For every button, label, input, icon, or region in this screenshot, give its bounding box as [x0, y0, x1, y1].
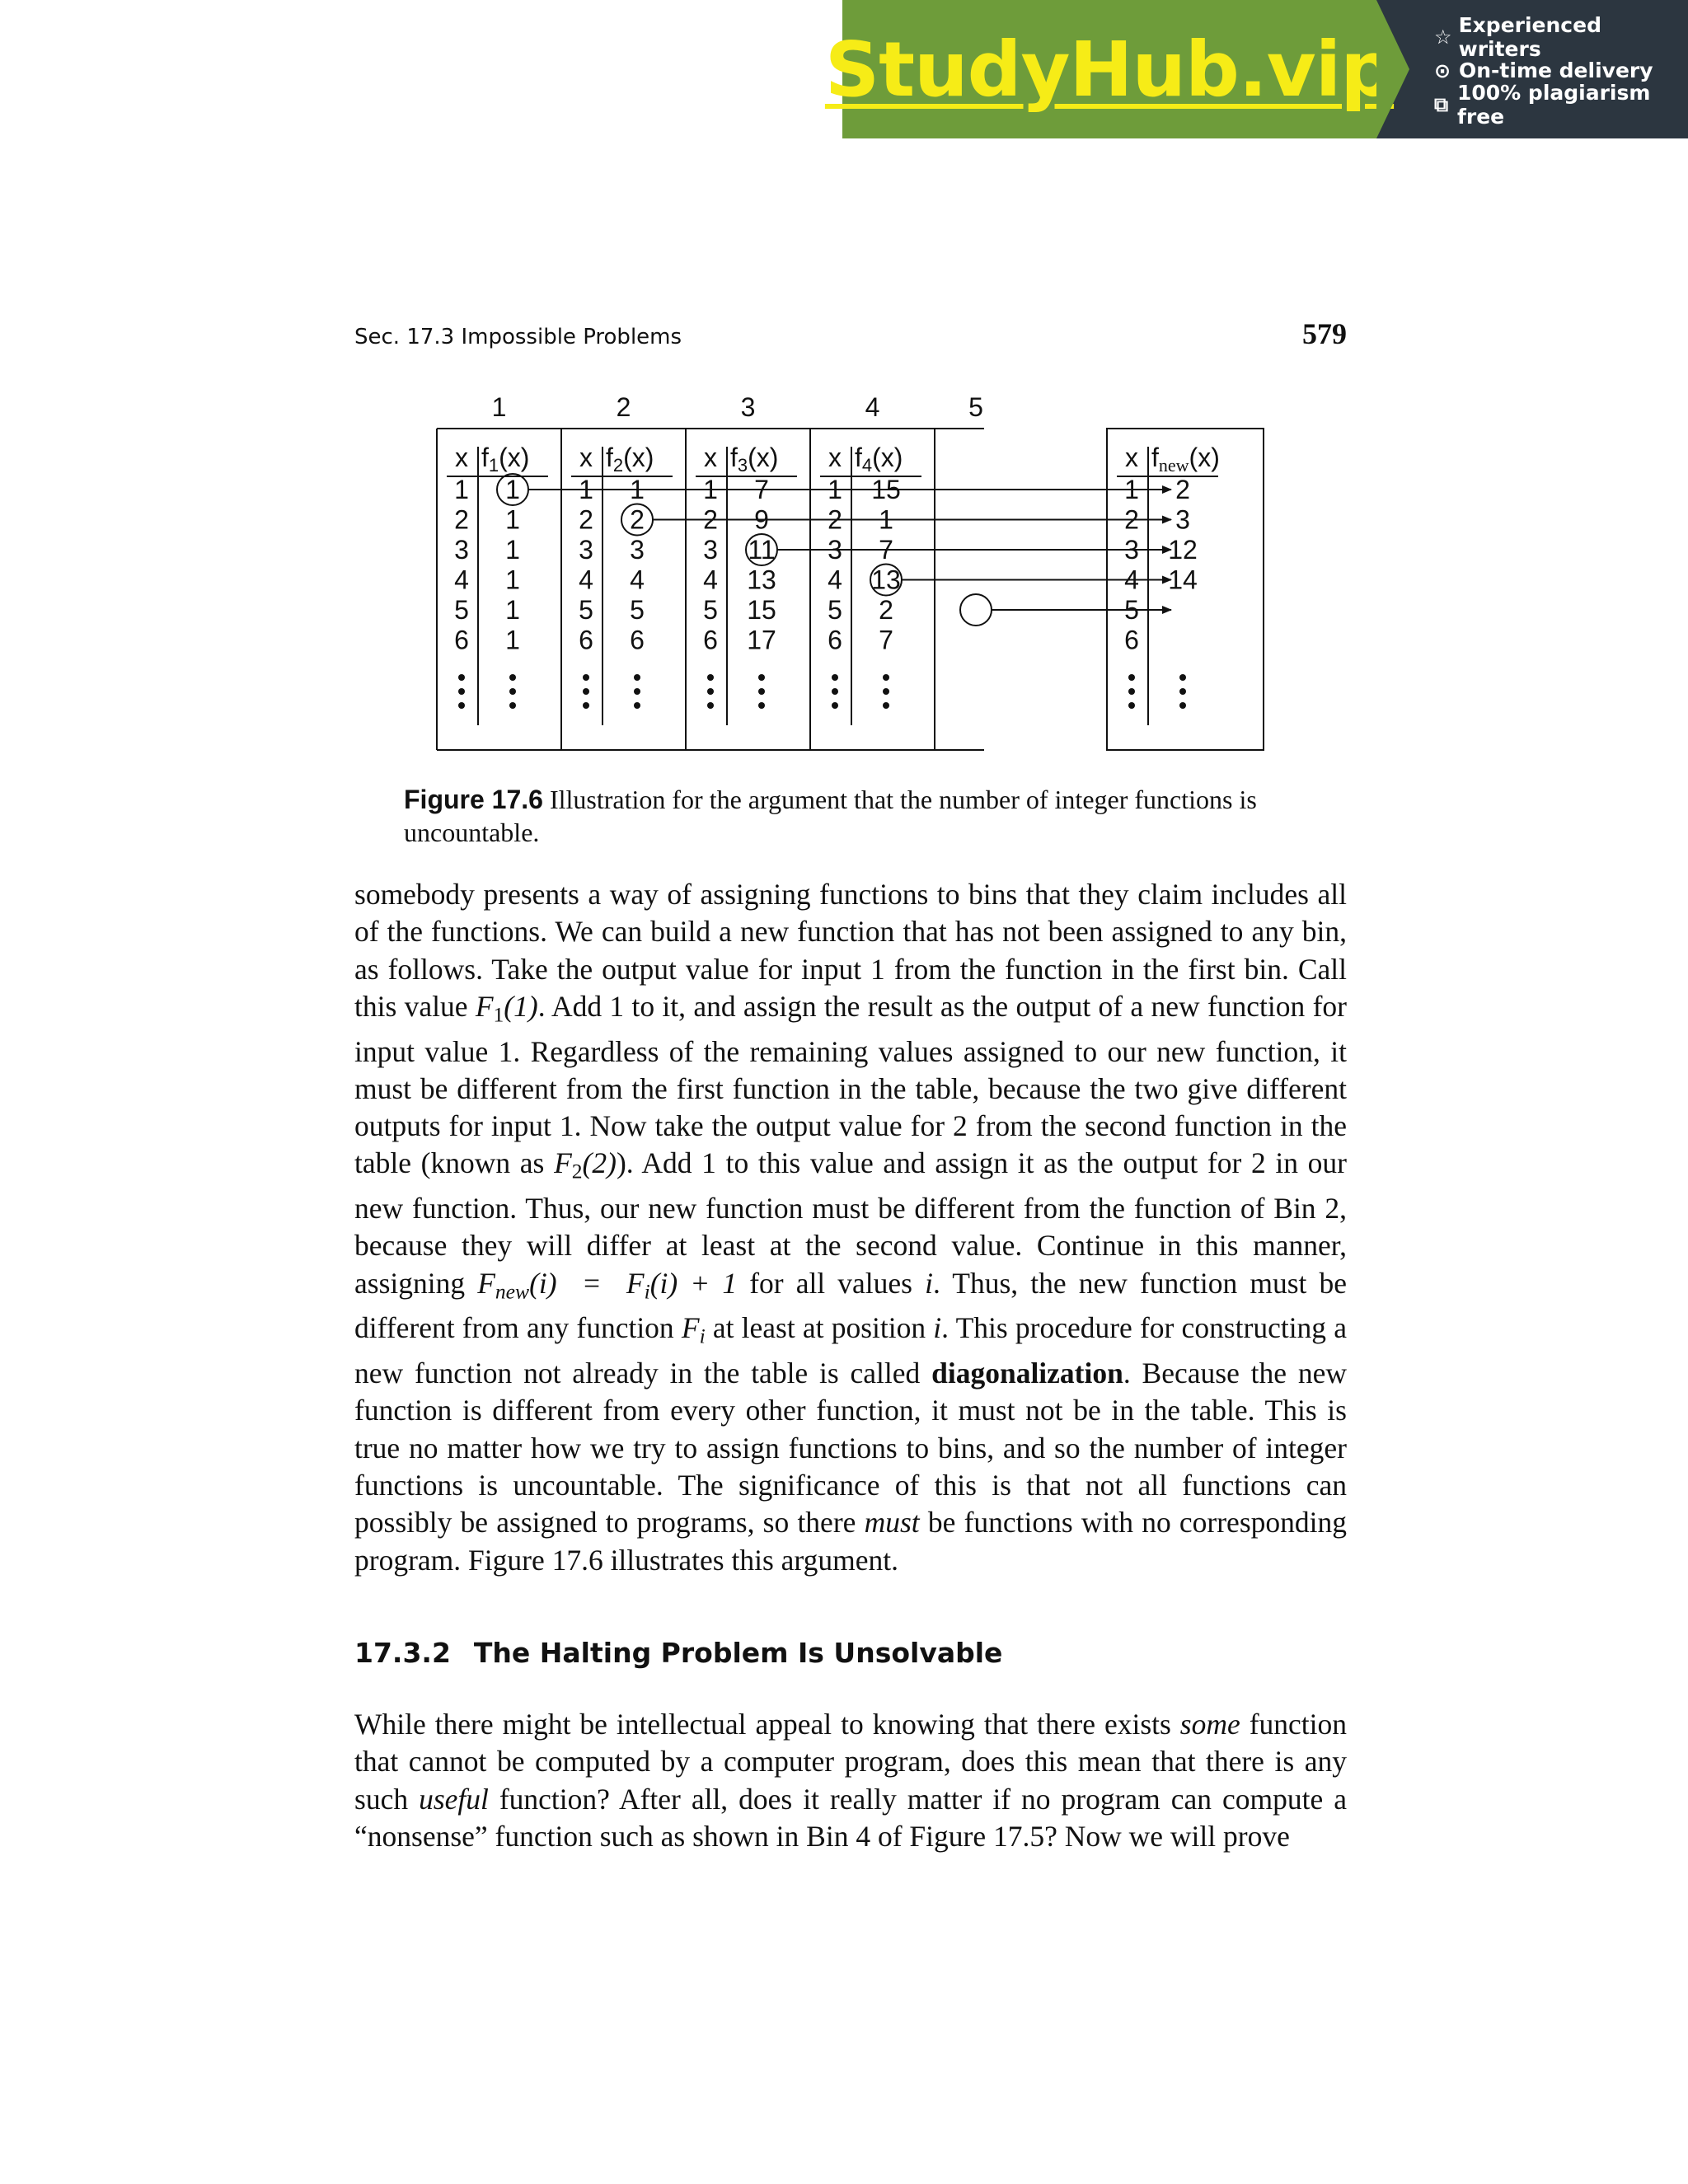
diagonalization-figure	[412, 387, 1286, 758]
ellipsis-dot	[883, 688, 889, 695]
bin-number: 1	[491, 392, 507, 422]
ellipsis-dot	[758, 702, 765, 709]
text-run: function that cannot be computed by a computer program, does this mean that there is any such	[354, 1708, 1347, 1816]
bin5-circle	[960, 594, 992, 626]
fnew-f-cell: 2	[1175, 475, 1190, 504]
column-header-x: x	[455, 443, 468, 472]
bin2-f-cell: 5	[630, 595, 645, 625]
ellipsis-dot	[1128, 688, 1135, 695]
fnew-f-cell: 14	[1168, 565, 1198, 595]
body-paragraph	[354, 876, 1347, 1579]
bin1-x-cell: 1	[454, 475, 469, 504]
ellipsis-dot	[707, 688, 714, 695]
star-icon: ☆	[1434, 25, 1452, 49]
bin3-x-cell: 5	[703, 595, 718, 625]
section-title: The Halting Problem Is Unsolvable	[473, 1637, 1003, 1669]
ellipsis-dot	[583, 688, 589, 695]
fnew-f-cell: 12	[1168, 535, 1198, 565]
bin3-x-cell: 6	[703, 625, 718, 655]
fnew-x-cell: 3	[1124, 535, 1139, 565]
ellipsis-dot	[1128, 702, 1135, 709]
bin4-x-cell: 1	[828, 475, 842, 504]
banner-feature-text: Experienced writers	[1458, 12, 1601, 61]
bin4-x-cell: 3	[828, 535, 842, 565]
ellipsis-dot	[758, 688, 765, 695]
bin1-f-cell: 1	[505, 565, 520, 595]
fnew-x-cell: 5	[1124, 595, 1139, 625]
bin2-x-cell: 5	[579, 595, 593, 625]
text-run: at least at position	[705, 1311, 934, 1345]
ellipsis-dot	[883, 674, 889, 681]
ellipsis-dot	[1128, 674, 1135, 681]
bin4-x-cell: 4	[828, 565, 842, 595]
section-number: 17.3.2	[354, 1637, 451, 1669]
ellipsis-dot	[583, 674, 589, 681]
bin-number: 2	[616, 392, 631, 422]
banner-feature	[1434, 12, 1688, 61]
diagonal-arrows	[447, 490, 1171, 626]
text-run: . Thus, the new function must be different from any function	[354, 1266, 1347, 1345]
banner-feature-text: 100% plagiarism free	[1456, 80, 1651, 129]
bin4-f-cell: 15	[871, 475, 901, 504]
ellipsis-dot	[583, 702, 589, 709]
math-i: i	[933, 1311, 942, 1345]
fnew-x-cell: 4	[1124, 565, 1139, 595]
bin3-x-cell: 1	[703, 475, 718, 504]
column-header-f: f4(x)	[855, 443, 903, 476]
ellipsis-dot	[509, 702, 516, 709]
copy-icon: ⧉	[1434, 92, 1449, 116]
bin4-f-cell: 7	[879, 535, 893, 565]
bin2-x-cell: 2	[579, 504, 593, 535]
text-run: . Because the new function is different from every other function, it must not be in the table. This is true no matter how we try to assign functions to bins, and so the number of integer functions is uncountable. The significance of this is that not all functions can possibly be assigned to programs, so there	[354, 1357, 1347, 1540]
text-run: While there might be intellectual appeal to knowing that there exists	[354, 1708, 1180, 1741]
ellipsis-dot	[707, 702, 714, 709]
ellipsis-dot	[758, 674, 765, 681]
section-heading	[354, 1637, 1002, 1669]
text-run: ). Add 1 to this value and assign it as the output for 2 in our new function. Thus, our new function must be different from the function of Bin 2, because they will differ at least at the second value. Continue in this manner, assigning	[354, 1146, 1347, 1300]
bin-number: 3	[740, 392, 756, 422]
ellipsis-dot	[458, 674, 465, 681]
banner-feature	[1434, 80, 1688, 129]
bin2-f-cell: 4	[630, 565, 645, 595]
bin4-x-cell: 2	[828, 504, 842, 535]
bin1-x-cell: 3	[454, 535, 469, 565]
bin-number: 5	[968, 392, 983, 422]
column-header-f: f3(x)	[730, 443, 779, 476]
column-headers	[455, 443, 1220, 476]
bin3-f-cell: 11	[748, 535, 776, 565]
ellipsis-dot	[1179, 674, 1186, 681]
emphasis-must: must	[864, 1506, 920, 1540]
bin3-x-cell: 4	[703, 565, 718, 595]
column-header-f: f2(x)	[606, 443, 654, 476]
bin1-f-cell: 1	[505, 475, 520, 504]
bin4-x-cell: 6	[828, 625, 842, 655]
bin3-f-cell: 15	[747, 595, 776, 625]
bin-number: 4	[865, 392, 880, 422]
fnew-x-cell: 6	[1124, 625, 1139, 655]
caption-label: Figure 17.6	[404, 785, 543, 814]
table-cells	[454, 474, 1198, 655]
bin3-f-cell: 17	[747, 625, 776, 655]
bin1-f-cell: 1	[505, 595, 520, 625]
column-header-f: fnew(x)	[1151, 443, 1220, 476]
bin1-x-cell: 4	[454, 565, 469, 595]
text-run: function? After all, does it really matter if no program can compute a “nonsense” function such as shown in Bin 4 of Figure 17.5? Now we will prove	[354, 1782, 1347, 1853]
caption-text: Illustration for the argument that the number of integer functions is uncountable.	[404, 785, 1257, 847]
bin2-f-cell: 3	[630, 535, 645, 565]
bin2-x-cell: 4	[579, 565, 593, 595]
banner-feature-text: On-time delivery	[1459, 59, 1653, 82]
continuation-dots	[458, 674, 1186, 709]
math-f1-1: $F_1(1)$	[475, 989, 538, 1027]
banner-features	[1376, 0, 1688, 138]
term-diagonalization: diagonalization	[931, 1357, 1123, 1390]
ellipsis-dot	[509, 688, 516, 695]
body-paragraph	[354, 1706, 1347, 1855]
bin2-f-cell: 1	[630, 475, 645, 504]
text-run: . This procedure for constructing a new function not already in the table is called	[354, 1311, 1347, 1390]
clock-icon: ⊙	[1434, 59, 1451, 82]
column-header-x: x	[1125, 443, 1138, 472]
bin1-f-cell: 1	[505, 504, 520, 535]
studyhub-banner[interactable]	[824, 0, 1688, 138]
column-header-x: x	[828, 443, 842, 472]
bin3-f-cell: 7	[754, 475, 769, 504]
page-number: 579	[1302, 317, 1347, 350]
bin3-f-cell: 13	[747, 565, 776, 595]
bin3-f-cell: 9	[754, 504, 769, 535]
text-run: for all values	[737, 1266, 926, 1300]
math-fi: Fi	[681, 1311, 706, 1348]
bin4-f-cell: 1	[879, 504, 893, 535]
ellipsis-dot	[832, 688, 838, 695]
emphasis-some: some	[1179, 1708, 1240, 1741]
bin4-f-cell: 13	[871, 565, 901, 595]
ellipsis-dot	[458, 688, 465, 695]
text-run: somebody presents a way of assigning functions to bins that they claim includes all of the functions. We can build a new function that has not been assigned to any bin, as follows. Take the output value for input 1 from the function in the first bin. Call this value	[354, 878, 1347, 1023]
text-run: be functions with no corresponding program. Figure 17.6 illustrates this argument.	[354, 1506, 1347, 1577]
math-fnew-formula: Fnew(i) = Fi(i) + 1	[477, 1266, 738, 1304]
studyhub-logo-text: StudyHub.vip	[824, 25, 1395, 114]
bin1-x-cell: 5	[454, 595, 469, 625]
ellipsis-dot	[1179, 702, 1186, 709]
running-head: Sec. 17.3 Impossible Problems	[354, 325, 682, 349]
math-i: i	[925, 1266, 933, 1300]
figure-caption	[404, 783, 1335, 849]
ellipsis-dot	[832, 702, 838, 709]
bin2-x-cell: 3	[579, 535, 593, 565]
bin3-x-cell: 3	[703, 535, 718, 565]
emphasis-useful: useful	[419, 1782, 489, 1816]
fnew-x-cell: 2	[1124, 504, 1139, 535]
bin1-f-cell: 1	[505, 535, 520, 565]
bin4-f-cell: 2	[879, 595, 893, 625]
bin1-f-cell: 1	[505, 625, 520, 655]
ellipsis-dot	[509, 674, 516, 681]
bin3-x-cell: 2	[703, 504, 718, 535]
ellipsis-dot	[634, 702, 640, 709]
column-header-x: x	[579, 443, 593, 472]
ellipsis-dot	[832, 674, 838, 681]
bin2-f-cell: 6	[630, 625, 645, 655]
ellipsis-dot	[707, 674, 714, 681]
bin4-f-cell: 7	[879, 625, 893, 655]
ellipsis-dot	[634, 688, 640, 695]
text-run: . Add 1 to it, and assign the result as the output of a new function for input value 1. Regardless of the remaining values assigned to our new function, it must be different from the first function in the table, because the two give different outputs for input 1. Now take the output value for 2 from the second function in the table (known as	[354, 989, 1347, 1180]
bin1-x-cell: 6	[454, 625, 469, 655]
math-f2-2: $F_2(2)$	[554, 1146, 617, 1183]
ellipsis-dot	[634, 674, 640, 681]
bin1-x-cell: 2	[454, 504, 469, 535]
fnew-x-cell: 1	[1124, 475, 1139, 504]
column-header-x: x	[704, 443, 717, 472]
fnew-f-cell: 3	[1175, 504, 1190, 535]
ellipsis-dot	[1179, 688, 1186, 695]
studyhub-logo[interactable]	[824, 0, 1395, 138]
bin4-x-cell: 5	[828, 595, 842, 625]
bin2-f-cell: 2	[630, 504, 645, 535]
ellipsis-dot	[883, 702, 889, 709]
bin2-x-cell: 6	[579, 625, 593, 655]
bin-labels	[492, 392, 983, 422]
bin2-x-cell: 1	[579, 475, 593, 504]
column-header-f: f1(x)	[481, 443, 530, 476]
ellipsis-dot	[458, 702, 465, 709]
figure-frame	[437, 429, 1264, 750]
